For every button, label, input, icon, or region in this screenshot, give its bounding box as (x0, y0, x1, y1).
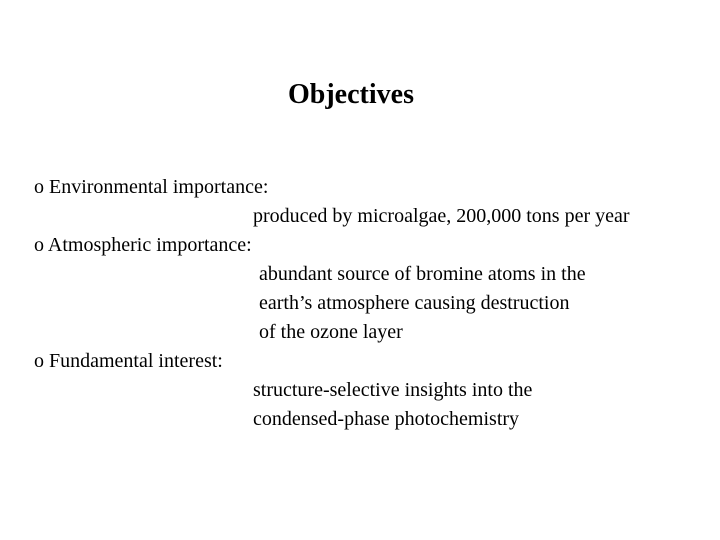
slide-title: Objectives (288, 79, 414, 110)
bullet-heading: Fundamental interest: (49, 350, 223, 372)
bullet-detail: earth’s atmosphere causing destruction (259, 292, 570, 314)
bullet-marker: o (34, 176, 44, 198)
bullet-item-atmospheric (34, 233, 252, 257)
bullet-detail: of the ozone layer (259, 321, 403, 343)
bullet-item-environmental (34, 175, 268, 199)
bullet-detail: abundant source of bromine atoms in the (259, 263, 586, 285)
bullet-heading: Environmental importance: (49, 176, 269, 198)
bullet-detail: condensed-phase photochemistry (253, 408, 520, 430)
bullet-item-fundamental (34, 349, 223, 373)
bullet-detail: structure-selective insights into the (253, 379, 533, 401)
bullet-marker: o (34, 350, 44, 372)
bullet-detail: produced by microalgae, 200,000 tons per year (253, 205, 630, 227)
bullet-heading: Atmospheric importance: (47, 234, 252, 256)
bullet-marker: o (34, 234, 44, 256)
